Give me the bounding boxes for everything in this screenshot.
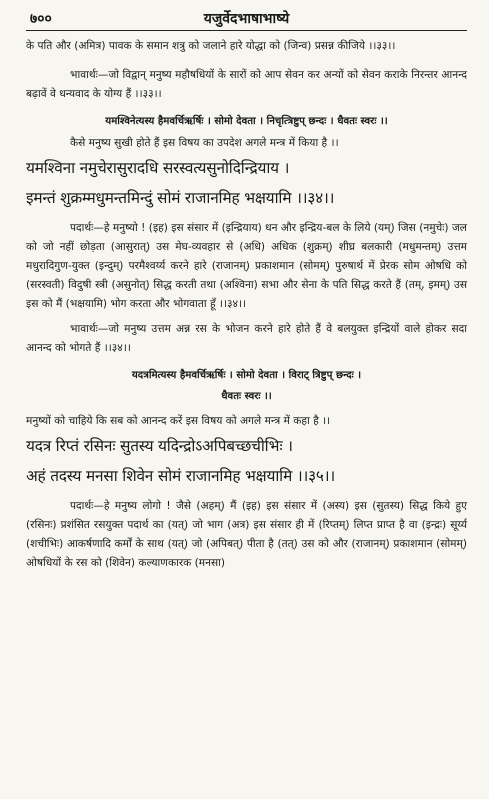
page-header bbox=[26, 6, 467, 31]
mantra-34-intro: कैसे मनुष्य सुखी होते हैं इस विषय का उपदेश अगले मन्त्र में किया है ।। bbox=[70, 137, 339, 149]
page-number: ७०० bbox=[30, 11, 52, 27]
mantra-35-line-2: अहं तदस्य मनसा शिवेन सोमं राजानमिह भक्षयामि ।।३५।। bbox=[26, 467, 336, 485]
mantra-34-line-2: इमन्तं शुक्रम्मधुमन्तमिन्दुं सोमं राजानमिह भक्षयामि ।।३४।। bbox=[26, 189, 335, 207]
mantra-35-meta-swar: धैवतः स्वरः ।। bbox=[221, 391, 272, 402]
padarth-34: पदार्थः—हे मनुष्यो ! (इह) इस संसार में (इन्द्रियाय) धन और इन्द्रिय-बल के लिये (यम्) जिस (नमुचेः) जल को जो नहीं छोड़ता (आसुरात्) उस मेघ-व्यवहार से (अधि) अधिक (शुक्रम्) शीघ्र बलकारी (मधुमन्तम्) उत्तम मधुरादिगुण-युक्त (इन्दुम्) परमैश्वर्य्य करने हारे (राजानम्) प्रकाशमान (सोमम्) पुरुषार्थ में प्रेरक सोम ओषधि को (सरस्वती) विदुषी स्त्री (असुनोत्) सिद्ध करती तथा (अश्विना) सभा और सेना के पति सिद्ध करते हैं (तम्, इमम्) उस इस को मैं (भक्षयामि) भोग करता और भोगवाता हूँ ।।३४।। bbox=[26, 222, 467, 310]
mantra-35-line-1: यदत्र रिप्तं रसिनः सुतस्य यदिन्द्रोऽअपिबच्छचीभिः । bbox=[26, 437, 293, 455]
mantra-34-line-1: यमश्विना नमुचेरासुरादधि सरस्वत्यसुनोदिन्द्रियाय । bbox=[26, 159, 290, 177]
mantra-34-meta: यमश्विनेत्यस्य हैमवर्चिऋर्षिः । सोमो देवता । निचृत्त्रिष्टुप् छन्दः । धैवतः स्वरः ।। bbox=[105, 116, 388, 127]
continuation-paragraph: के पति और (अमित्र) पावक के समान शत्रु को जलाने हारे योद्धा को (जिन्व) प्रसन्न कीजिये ।।३३।। bbox=[26, 40, 396, 52]
padarth-35: पदार्थः—हे मनुष्य लोगो ! जैसे (अहम्) मैं (इह) इस संसार में (अस्य) इस (सुतस्य) सिद्ध किये हुए (रसिनः) प्रशंसित रसयुक्त पदार्थ का (यत्) जो भाग (अत्र) इस संसार ही में (रिप्तम्) लिप्त प्राप्त है वा (इन्द्रः) सूर्य्य (शचीभिः) आकर्षणादि कर्मों के साथ (यत्) जो (अपिबत्) पीता है (तत्) उस को और (राजानम्) प्रकाशमान (सोमम्) ओषधियों के रस को (शिवेन) कल्याणकारक (मनसा) bbox=[26, 500, 467, 569]
running-title: यजुर्वेदभाषाभाष्ये bbox=[203, 11, 290, 27]
mantra-35-intro: मनुष्यों को चाहिये कि सब को आनन्द करें इस विषय को अगले मन्त्र में कहा है ।। bbox=[26, 415, 331, 427]
bhavarth-34: भावार्थः—जो मनुष्य उत्तम अन्न रस के भोजन करने हारे होते हैं वे बलयुक्त इन्द्रियों वाले होकर सदा आनन्द को भोगते हैं ।।३४।। bbox=[26, 323, 467, 354]
mantra-35-meta: यदत्रमित्यस्य हैमवर्चिऋर्षिः । सोमो देवता । विराट् त्रिष्टुप् छन्दः । bbox=[131, 370, 362, 381]
bhavarth-33: भावार्थः—जो विद्वान् मनुष्य महौषधियों के सारों को आप सेवन कर अन्यों को सेवन कराके निरन्तर आनन्द बढ़ावें वे धन्यवाद के योग्य हैं ।।३३।। bbox=[26, 69, 467, 100]
